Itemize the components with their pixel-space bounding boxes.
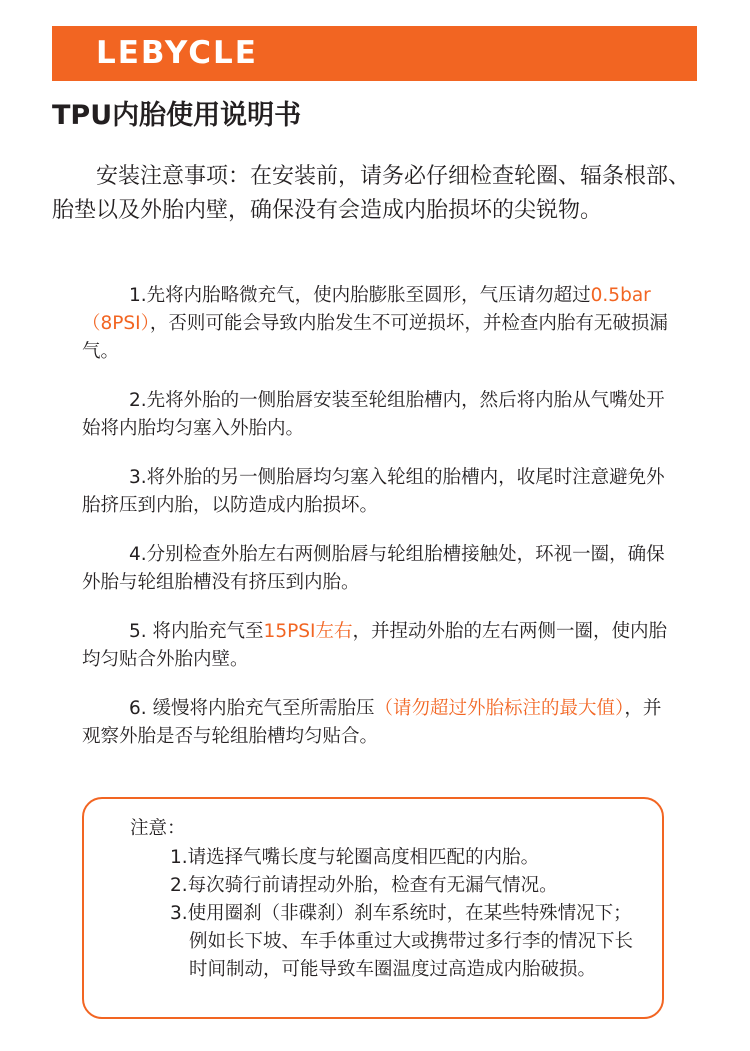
- notice-box: [82, 797, 664, 1019]
- step-highlight-pressure: 0.5bar（8PSI）: [82, 285, 651, 334]
- installation-step-5: [82, 618, 672, 674]
- brand-logo: LEBYCLE: [96, 35, 258, 71]
- step-text: ，并观察外胎是否与轮组胎槽均匀贴合。: [82, 698, 662, 747]
- installation-step-6: [82, 695, 672, 751]
- notice-item: 1.请选择气嘴长度与轮圈高度相匹配的内胎。: [170, 847, 540, 868]
- installation-step-4: [82, 541, 672, 597]
- installation-step-3: [82, 464, 672, 520]
- notice-list: [170, 844, 640, 984]
- installation-step-2: [82, 387, 672, 443]
- step-text: 2.先将外胎的一侧胎唇安装至轮组胎槽内，然后将内胎从气嘴处开始将内胎均匀塞入外胎内。: [82, 390, 665, 439]
- step-text: 5. 将内胎充气至: [129, 621, 264, 642]
- step-text: 6. 缓慢将内胎充气至所需胎压: [129, 698, 375, 719]
- step-text: 4.分别检查外胎左右两侧胎唇与轮组胎槽接触处，环视一圈，确保外胎与轮组胎槽没有挤压到内胎。: [82, 544, 665, 593]
- step-text: ，并捏动外胎的左右两侧一圈，使内胎均匀贴合外胎内壁。: [82, 621, 667, 670]
- installation-precautions-intro: 安装注意事项：在安装前，请务必仔细检查轮圈、辐条根部、胎垫以及外胎内壁，确保没有会造成内胎损坏的尖锐物。: [52, 164, 691, 223]
- document-title: TPU内胎使用说明书: [52, 100, 302, 131]
- step-highlight-warning: （请勿超过外胎标注的最大值）: [374, 698, 625, 719]
- installation-step-1: [82, 282, 672, 366]
- notice-item: 3.使用圈刹（非碟刹）刹车系统时，在某些特殊情况下；例如长下坡、车手体重过大或携带过多行李的情况下长时间制动，可能导致车圈温度过高造成内胎破损。: [170, 903, 634, 980]
- step-text: 3.将外胎的另一侧胎唇均匀塞入轮组的胎槽内，收尾时注意避免外胎挤压到内胎，以防造成内胎损坏。: [82, 467, 665, 516]
- brand-header-bar: [52, 26, 697, 81]
- notice-item: 2.每次骑行前请捏动外胎，检查有无漏气情况。: [170, 875, 558, 896]
- step-text: ，否则可能会导致内胎发生不可逆损坏，并检查内胎有无破损漏气。: [82, 313, 668, 362]
- step-text: 1.先将内胎略微充气，使内胎膨胀至圆形，气压请勿超过: [129, 285, 591, 306]
- notice-heading: 注意：: [130, 818, 186, 839]
- step-highlight-pressure: 15PSI左右: [263, 621, 353, 642]
- installation-steps-list: [82, 282, 672, 772]
